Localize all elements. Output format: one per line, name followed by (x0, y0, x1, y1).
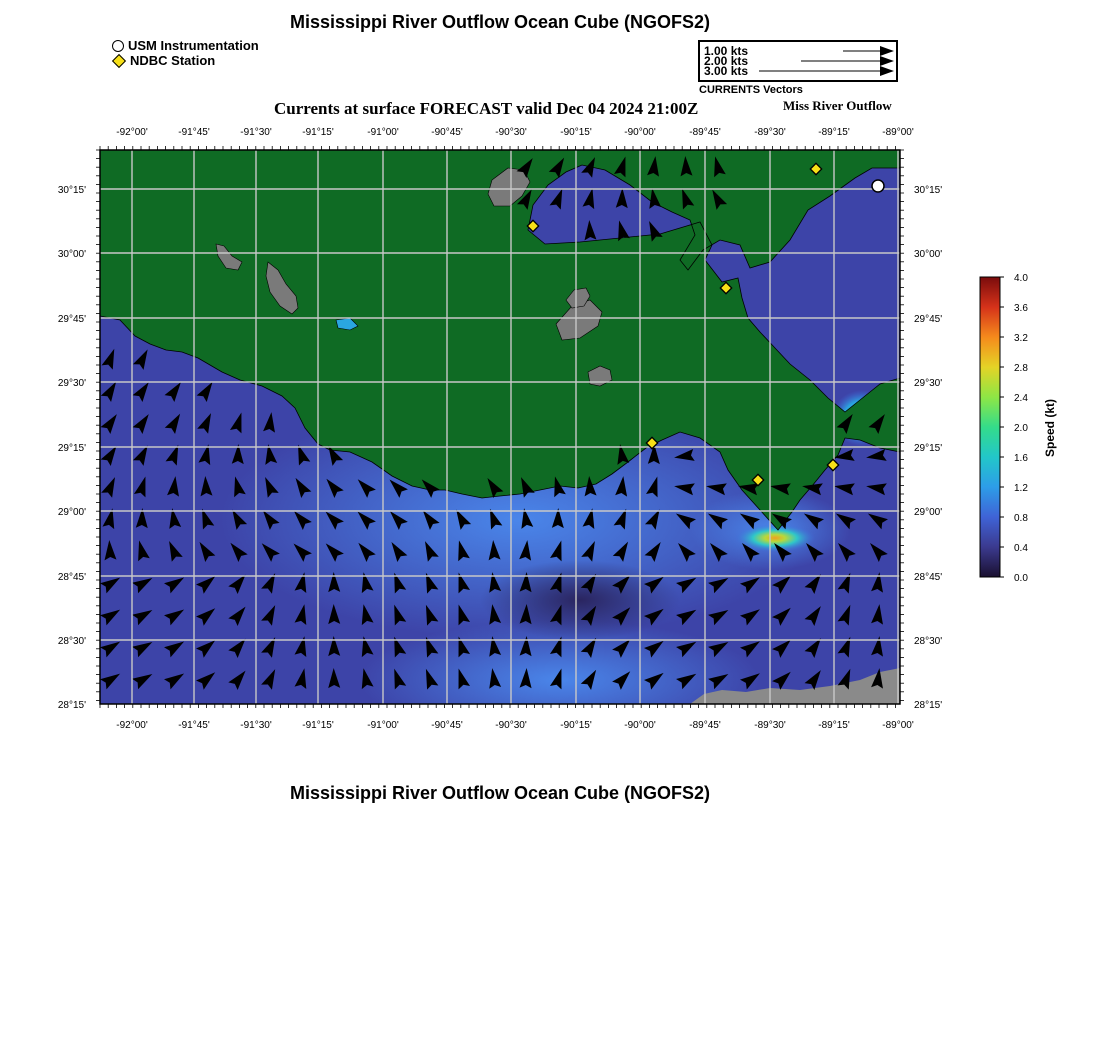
lon-tick-label: -92°00' (116, 720, 148, 731)
lat-tick-label: 28°30' (57, 636, 86, 647)
colorbar-title: Speed (kt) (1043, 398, 1057, 458)
lon-tick-label: -90°45' (431, 127, 463, 138)
lon-tick-label: -91°45' (178, 127, 210, 138)
lat-tick-label: 29°00' (57, 507, 86, 518)
lat-tick-label: 29°45' (914, 314, 943, 325)
lon-tick-label: -89°45' (689, 720, 721, 731)
lon-tick-label: -91°45' (178, 720, 210, 731)
lon-tick-label: -89°30' (754, 720, 786, 731)
usm-station-marker[interactable] (872, 180, 884, 192)
lon-tick-label: -89°00' (882, 720, 914, 731)
vector-scale-2: 2.00 kts (704, 54, 749, 68)
lon-tick-label: -92°00' (116, 127, 148, 138)
vector-scale-1: 1.00 kts (704, 44, 749, 58)
lon-tick-label: -90°00' (624, 720, 656, 731)
lat-tick-label: 29°00' (914, 507, 943, 518)
lon-tick-label: -91°00' (367, 720, 399, 731)
lon-tick-label: -90°30' (495, 127, 527, 138)
lat-tick-label: 29°15' (57, 443, 86, 454)
colorbar-tick-label: 2.0 (1014, 423, 1028, 434)
latitude-labels-right (914, 185, 942, 711)
lon-tick-label: -89°45' (689, 127, 721, 138)
lon-tick-label: -90°30' (495, 720, 527, 731)
lon-tick-label: -89°15' (818, 127, 850, 138)
lat-tick-label: 28°15' (914, 700, 943, 711)
lon-tick-label: -91°30' (240, 720, 272, 731)
lat-tick-label: 28°45' (914, 572, 943, 583)
colorbar-tick-label: 1.6 (1014, 453, 1028, 464)
latitude-labels-left (58, 185, 86, 711)
colorbar-tick-label: 2.8 (1014, 363, 1028, 374)
region-label: Miss River Outflow (783, 98, 892, 113)
lon-tick-label: -90°00' (624, 127, 656, 138)
lat-tick-label: 28°30' (914, 636, 943, 647)
lon-tick-label: -90°45' (431, 720, 463, 731)
longitude-labels-bottom (116, 720, 914, 731)
lon-tick-label: -90°15' (560, 720, 592, 731)
lat-tick-label: 29°15' (914, 443, 943, 454)
colorbar-tick-label: 0.4 (1014, 543, 1028, 554)
lat-tick-label: 29°45' (57, 314, 86, 325)
lon-tick-label: -91°15' (302, 127, 334, 138)
lat-tick-label: 28°45' (57, 572, 86, 583)
lat-tick-label: 30°15' (914, 185, 943, 196)
speed-colorbar (980, 277, 1000, 577)
longitude-labels-top (116, 127, 914, 138)
colorbar-tick-label: 2.4 (1014, 393, 1028, 404)
lat-tick-label: 29°30' (914, 378, 943, 389)
lat-tick-label: 30°00' (57, 249, 86, 260)
lat-tick-label: 30°15' (57, 185, 86, 196)
map-title: Mississippi River Outflow Ocean Cube (NGOFS2) (289, 12, 711, 32)
lat-tick-label: 29°30' (57, 378, 86, 389)
lon-tick-label: -91°15' (302, 720, 334, 731)
legend-usm-label: USM Instrumentation (128, 38, 259, 53)
legend-ndbc-label: NDBC Station (130, 53, 216, 68)
colorbar-tick-label: 0.8 (1014, 513, 1028, 524)
lat-tick-label: 30°00' (914, 249, 943, 260)
lon-tick-label: -91°30' (240, 127, 272, 138)
forecast-subtitle: Currents at surface FORECAST valid Dec 04 2024 21:00Z (274, 99, 699, 118)
lon-tick-label: -90°15' (560, 127, 592, 138)
colorbar-ticks (1000, 273, 1028, 584)
colorbar-tick-label: 3.2 (1014, 333, 1028, 344)
vector-legend-caption: CURRENTS Vectors (699, 84, 803, 96)
colorbar-tick-label: 0.0 (1014, 573, 1028, 584)
colorbar-tick-label: 1.2 (1014, 483, 1028, 494)
lon-tick-label: -89°00' (882, 127, 914, 138)
lon-tick-label: -89°15' (818, 720, 850, 731)
map-title-bottom: Mississippi River Outflow Ocean Cube (NGOFS2) (289, 783, 711, 803)
lon-tick-label: -89°30' (754, 127, 786, 138)
lat-tick-label: 28°15' (57, 700, 86, 711)
colorbar-tick-label: 3.6 (1014, 303, 1028, 314)
slow-current-patch (480, 560, 680, 640)
vector-scale-3: 3.00 kts (704, 64, 749, 78)
lon-tick-label: -91°00' (367, 127, 399, 138)
colorbar-tick-label: 4.0 (1014, 273, 1028, 284)
